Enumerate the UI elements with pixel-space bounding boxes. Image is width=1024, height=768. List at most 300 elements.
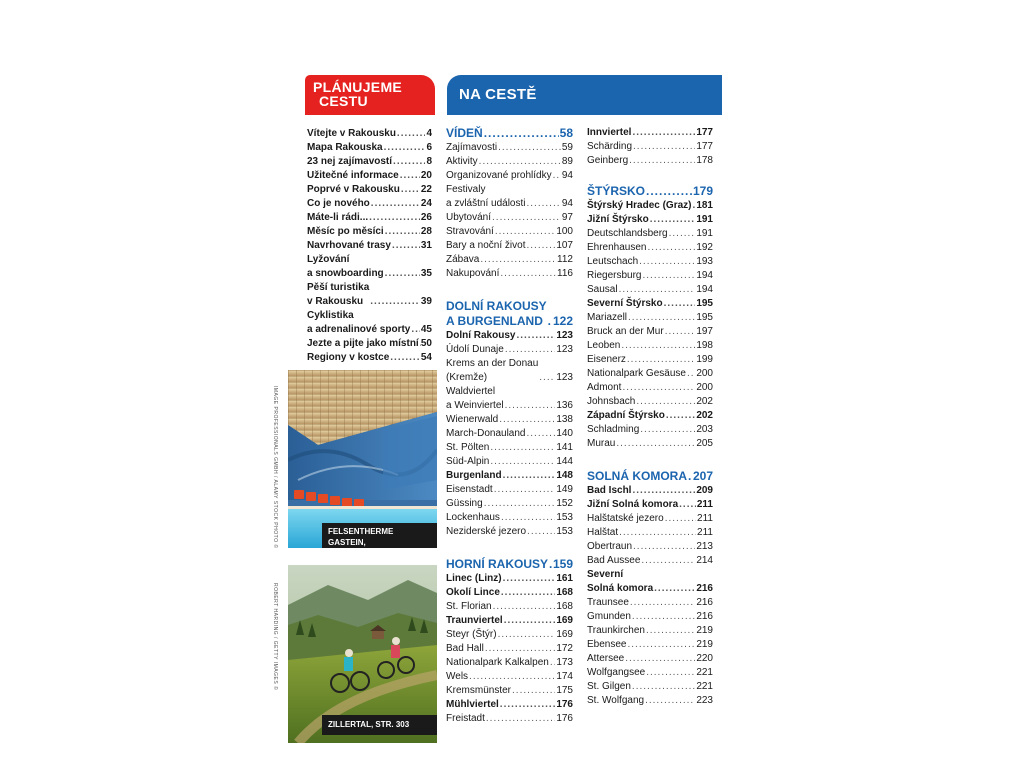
toc-entry-title: Freistadt [446,713,485,724]
toc-entry[interactable] [587,526,713,540]
toc-entry-title: Ubytování [446,212,492,223]
toc-entry[interactable] [587,437,713,451]
toc-entry[interactable] [446,586,573,600]
toc-entry-page: 168 [556,587,573,598]
toc-entry-title: Halštatské jezero [587,513,664,524]
toc-entry[interactable] [307,337,432,351]
toc-entry-title: St. Gilgen [587,681,631,692]
toc-entry[interactable] [587,423,713,437]
toc-entry-page: 169 [556,629,573,640]
toc-entry-page: 168 [556,601,573,612]
toc-entry[interactable] [446,525,573,539]
toc-entry-page: 175 [556,685,573,696]
toc-entry-title: Ebensee [587,639,627,650]
dot-leader [632,126,695,140]
toc-entry-page: 200 [696,382,713,393]
toc-entry[interactable] [307,197,432,211]
dot-leader [505,343,556,357]
toc-entry-title: Co je nového [307,198,370,209]
toc-entry-page: 89 [561,156,573,167]
toc-entry[interactable] [587,568,713,596]
toc-entry-title: Leoben [587,340,621,351]
toc-entry-title: Štýrský Hradec (Graz) [587,200,692,211]
toc-entry[interactable] [587,297,713,311]
dot-leader [501,511,555,525]
toc-entry-title: Krems an der Donau (Kremže) [446,358,539,383]
toc-entry[interactable] [587,126,713,140]
dot-leader [636,395,695,409]
section-gap [587,168,713,184]
dot-leader [642,269,695,283]
toc-entry-page: 219 [696,625,713,636]
toc-entry-page: 148 [556,470,573,481]
toc-entry[interactable] [446,572,573,586]
toc-entry[interactable] [307,253,432,281]
toc-entry-page: 94 [561,170,573,181]
toc-entry[interactable] [587,638,713,652]
toc-entry[interactable] [446,614,573,628]
toc-entry[interactable] [446,183,573,211]
dot-leader [505,399,556,413]
toc-entry-title: Nationalpark Gesäuse [587,368,686,379]
toc-entry-title: HORNÍ RAKOUSY [446,557,549,571]
toc-entry-page: 177 [696,127,713,138]
toc-entry-title: Mapa Rakouska [307,142,383,153]
planning-banner-line2: CESTU [319,93,368,109]
zillertal-caption: ZILLERTAL, STR. 303 [322,715,437,735]
toc-entry-page: 198 [696,340,713,351]
dot-leader [527,427,556,441]
toc-entry-title: VÍDEŇ [446,126,483,140]
dot-leader [400,169,420,183]
dot-leader [619,526,696,540]
toc-entry-page: 144 [556,456,573,467]
toc-entry[interactable] [587,381,713,395]
toc-entry-page: 195 [696,312,713,323]
toc-entry-page: 59 [561,142,573,153]
dot-leader [500,267,556,281]
dot-leader [633,540,695,554]
dot-leader [493,600,556,614]
dot-leader [548,314,552,329]
toc-entry-page: 169 [556,615,573,626]
dot-leader [632,680,695,694]
toc-entry-page: 35 [420,268,432,279]
toc-entry[interactable] [587,213,713,227]
toc-entry-page: 100 [556,226,573,237]
felsentherme-credit: IMAGE PROFESSIONALS GMBH / ALAMY STOCK PHOTO © [272,386,278,549]
toc-entry-page: 172 [556,643,573,654]
toc-entry-title: 23 nej zajímavostí [307,156,393,167]
toc-entry[interactable] [587,596,713,610]
dot-leader [627,638,695,652]
toc-entry-title: Traunkirchen [587,625,645,636]
toc-entry-title: Severní Solná komora [587,569,654,594]
toc-entry-page: 223 [696,695,713,706]
dot-leader [504,614,556,628]
toc-entry[interactable] [446,600,573,614]
toc-entry-title: Bruck an der Mur [587,326,664,337]
dot-leader [490,441,555,455]
toc-entry-page: 123 [556,344,573,355]
toc-entry[interactable] [446,427,573,441]
toc-entry[interactable] [587,199,713,213]
toc-entry-page: 58 [559,126,573,140]
toc-entry[interactable] [587,610,713,624]
toc-entry-title: Organizované prohlídky [446,170,552,181]
toc-entry-title: Attersee [587,653,625,664]
dot-leader [397,127,426,141]
toc-entry-page: 178 [696,155,713,166]
toc-entry-title: Traunviertel [446,615,503,626]
toc-entry-page: 219 [696,639,713,650]
dot-leader [646,624,695,638]
dot-leader [370,295,420,309]
toc-entry-page: 112 [557,254,573,265]
toc-entry[interactable] [446,455,573,469]
toc-entry-page: 107 [556,240,573,251]
toc-entry[interactable] [446,141,573,155]
dot-leader [390,351,420,365]
toc-entry[interactable] [587,283,713,297]
toc-entry[interactable] [446,343,573,357]
toc-entry-title: Bary a noční život [446,240,526,251]
dot-leader [499,413,555,427]
toc-entry-page: 199 [696,354,713,365]
toc-entry-page: 149 [556,484,573,495]
toc-entry-page: 192 [696,242,713,253]
felsentherme-photo [288,370,437,548]
toc-entry-page: 220 [696,653,713,664]
dot-leader [411,323,420,337]
dot-leader [498,141,561,155]
toc-entry-title: Güssing [446,498,483,509]
toc-entry[interactable] [446,698,573,712]
toc-entry-page: 173 [556,657,573,668]
planning-banner-line1: PLÁNUJEME [313,79,403,95]
dot-leader [369,211,420,225]
dot-leader [479,155,561,169]
planning-toc [307,127,432,365]
toc-entry[interactable] [446,469,573,483]
toc-entry-title: Eisenstadt [446,484,493,495]
toc-entry[interactable] [587,241,713,255]
toc-entry-title: Johnsbach [587,396,636,407]
dot-leader [469,670,555,684]
toc-entry[interactable] [587,666,713,680]
toc-entry[interactable] [587,624,713,638]
dot-leader [484,497,556,511]
dot-leader [688,469,692,484]
toc-entry-page: 123 [556,372,573,383]
toc-entry-page: 153 [556,526,573,537]
toc-entry[interactable] [446,497,573,511]
toc-entry[interactable] [446,712,573,726]
toc-entry-page: 54 [420,352,432,363]
toc-entry[interactable] [446,385,573,413]
toc-entry-title: SOLNÁ KOMORA [587,469,687,483]
toc-entry[interactable] [307,141,432,155]
toc-entry-page: 28 [420,226,432,237]
toc-entry-page: 50 [420,338,432,349]
dot-leader [516,329,555,343]
toc-entry-title: Festivaly a zvláštní události [446,184,526,209]
toc-entry-page: 203 [696,424,713,435]
dot-leader [485,642,556,656]
toc-entry-page: 205 [696,438,713,449]
toc-entry-title: Jižní Solná komora [587,499,679,510]
toc-column-3 [587,126,713,708]
toc-entry-page: 153 [556,512,573,523]
toc-entry-page: 31 [420,240,432,251]
toc-entry-title: Schladming [587,424,640,435]
toc-entry[interactable] [587,367,713,381]
toc-entry-title: Cyklistika a adrenalinové sporty [307,310,411,335]
toc-entry-title: Bad Hall [446,643,484,654]
toc-entry[interactable] [587,498,713,512]
toc-entry-title: Vítejte v Rakousku [307,128,396,139]
toc-entry-page: 138 [556,414,573,425]
toc-entry[interactable] [587,140,713,154]
toc-entry[interactable] [587,395,713,409]
dot-leader [632,484,695,498]
toc-section-heading[interactable] [446,126,573,141]
toc-entry-page: 123 [556,330,573,341]
toc-entry-page: 200 [696,368,713,379]
dot-leader [665,512,696,526]
toc-entry[interactable] [587,484,713,498]
toc-entry-page: 211 [697,513,713,524]
toc-entry-title: Süd-Alpin [446,456,490,467]
toc-entry-page: 45 [420,324,432,335]
toc-entry-page: 202 [696,396,713,407]
toc-entry[interactable] [446,483,573,497]
toc-entry-page: 194 [696,284,713,295]
toc-entry[interactable] [446,628,573,642]
dot-leader [650,213,696,227]
toc-entry[interactable] [307,155,432,169]
toc-entry-page: 6 [426,142,432,153]
dot-leader [490,455,555,469]
toc-entry-page: 214 [696,555,713,566]
toc-entry-title: Mariazell [587,312,628,323]
toc-entry[interactable] [307,309,432,337]
toc-entry-title: Zajímavosti [446,142,498,153]
toc-entry[interactable] [446,329,573,343]
toc-entry-title: Ehrenhausen [587,242,647,253]
toc-entry-title: Mühlviertel [446,699,499,710]
dot-leader [633,140,695,154]
toc-entry[interactable] [446,211,573,225]
dot-leader [553,169,561,183]
toc-entry[interactable] [446,656,573,670]
dot-leader [664,297,696,311]
toc-entry-title: Burgenland [446,470,502,481]
toc-entry-title: Riegersburg [587,270,642,281]
toc-entry[interactable] [587,353,713,367]
toc-entry[interactable] [587,694,713,708]
toc-entry-title: Dolní Rakousy [446,330,516,341]
toc-entry[interactable] [587,339,713,353]
toc-entry-page: 159 [552,557,573,571]
toc-entry-title: Schärding [587,141,633,152]
toc-entry[interactable] [587,652,713,666]
toc-entry-page: 174 [556,671,573,682]
toc-entry-title: Admont [587,382,622,393]
toc-entry[interactable] [446,357,573,385]
section-gap [446,539,573,557]
toc-entry-title: Máte-li rádi... [307,212,369,223]
toc-entry[interactable] [587,540,713,554]
toc-entry[interactable] [307,169,432,183]
toc-entry[interactable] [446,239,573,253]
toc-entry[interactable] [587,311,713,325]
section-gap [587,451,713,469]
toc-entry[interactable] [587,512,713,526]
dot-leader [527,525,555,539]
dot-leader [632,610,695,624]
toc-entry-title: Wienerwald [446,414,499,425]
toc-entry-title: Obertraun [587,541,633,552]
toc-entry-title: DOLNÍ RAKOUSY A BURGENLAND [446,299,547,328]
dot-leader [687,367,695,381]
dot-leader [492,211,561,225]
toc-entry-title: St. Florian [446,601,492,612]
toc-entry[interactable] [446,413,573,427]
toc-entry-title: Bad Ischl [587,485,632,496]
toc-entry-page: 191 [696,228,713,239]
dot-leader [627,353,695,367]
toc-entry-page: 216 [696,583,713,594]
dot-leader [693,199,696,213]
toc-entry-page: 22 [420,184,432,195]
toc-entry[interactable] [587,255,713,269]
dot-leader [622,381,695,395]
toc-entry[interactable] [446,511,573,525]
toc-section-heading[interactable] [587,184,713,199]
toc-section-heading[interactable] [446,557,573,572]
toc-entry-title: Lockenhaus [446,512,500,523]
toc-entry-page: 39 [420,296,432,307]
toc-entry-page: 8 [426,156,432,167]
dot-leader [393,155,425,169]
toc-entry-title: Regiony v kostce [307,352,390,363]
toc-entry[interactable] [446,253,573,267]
toc-entry-title: Severní Štýrsko [587,298,663,309]
toc-entry-title: Stravování [446,226,494,237]
toc-entry-title: Linec (Linz) [446,573,502,584]
toc-entry[interactable] [446,441,573,455]
toc-entry-title: Zábava [446,254,480,265]
toc-entry-page: 216 [696,597,713,608]
toc-entry[interactable] [587,554,713,568]
toc-entry-page: 207 [692,469,713,483]
toc-entry-title: Bad Aussee [587,555,641,566]
toc-entry-page: 191 [696,214,713,225]
toc-column-2 [446,126,573,726]
toc-entry-title: Kremsmünster [446,685,512,696]
toc-entry[interactable] [307,281,432,309]
pool-illustration [288,370,437,548]
toc-entry[interactable] [307,239,432,253]
dot-leader [550,656,555,670]
toc-entry[interactable] [307,183,432,197]
toc-entry[interactable] [446,225,573,239]
toc-entry[interactable] [446,684,573,698]
dot-leader [628,311,695,325]
dot-leader [646,666,695,680]
toc-entry[interactable] [587,325,713,339]
toc-entry[interactable] [587,409,713,423]
toc-entry-title: Lyžování a snowboarding [307,254,384,279]
toc-entry-page: 177 [696,141,713,152]
section-gap [446,281,573,299]
dot-leader [639,255,695,269]
zillertal-photo [288,565,437,743]
dot-leader [526,239,555,253]
toc-entry-page: 176 [556,713,573,724]
toc-entry[interactable] [587,269,713,283]
toc-entry-page: 194 [696,270,713,281]
toc-entry[interactable] [587,154,713,168]
toc-entry[interactable] [446,155,573,169]
toc-entry[interactable] [587,680,713,694]
dot-leader [679,498,696,512]
toc-entry[interactable] [587,227,713,241]
dot-leader [669,227,696,241]
toc-entry-page: 181 [696,200,713,211]
toc-entry-title: Užitečné informace [307,170,399,181]
toc-entry-title: Wolfgangsee [587,667,646,678]
toc-entry-page: 176 [556,699,573,710]
on-road-banner: NA CESTĚ [447,75,722,115]
toc-entry[interactable] [446,642,573,656]
toc-section-heading[interactable] [587,469,713,484]
toc-entry[interactable] [446,670,573,684]
toc-entry-title: Innviertel [587,127,632,138]
dot-leader [640,423,695,437]
dot-leader [648,241,696,255]
toc-entry-page: 211 [697,527,713,538]
toc-entry[interactable] [307,211,432,225]
toc-entry-title: Deutschlandsberg [587,228,668,239]
dot-leader [621,339,695,353]
toc-entry-title: Aktivity [446,156,478,167]
toc-entry-title: Steyr (Štýr) [446,629,497,640]
toc-entry-title: Geinberg [587,155,629,166]
toc-entry-page: 202 [696,410,713,421]
toc-entry[interactable] [446,169,573,183]
dot-leader [629,154,695,168]
dot-leader [549,557,552,572]
toc-entry[interactable] [307,225,432,239]
toc-entry-page: 26 [420,212,432,223]
toc-entry[interactable] [446,267,573,281]
toc-entry-page: 24 [420,198,432,209]
dot-leader [498,628,556,642]
toc-entry[interactable] [307,351,432,365]
felsentherme-caption-line1: FELSENTHERME GASTEIN, [328,527,394,547]
planning-banner [305,75,435,115]
toc-entry-title: Okolí Lince [446,587,500,598]
dot-leader [646,184,692,199]
toc-entry[interactable] [307,127,432,141]
toc-entry-page: 221 [696,681,713,692]
dot-leader [527,197,561,211]
toc-entry-page: 116 [557,268,573,279]
toc-entry-title: St. Pölten [446,442,490,453]
toc-section-heading[interactable] [446,299,573,329]
